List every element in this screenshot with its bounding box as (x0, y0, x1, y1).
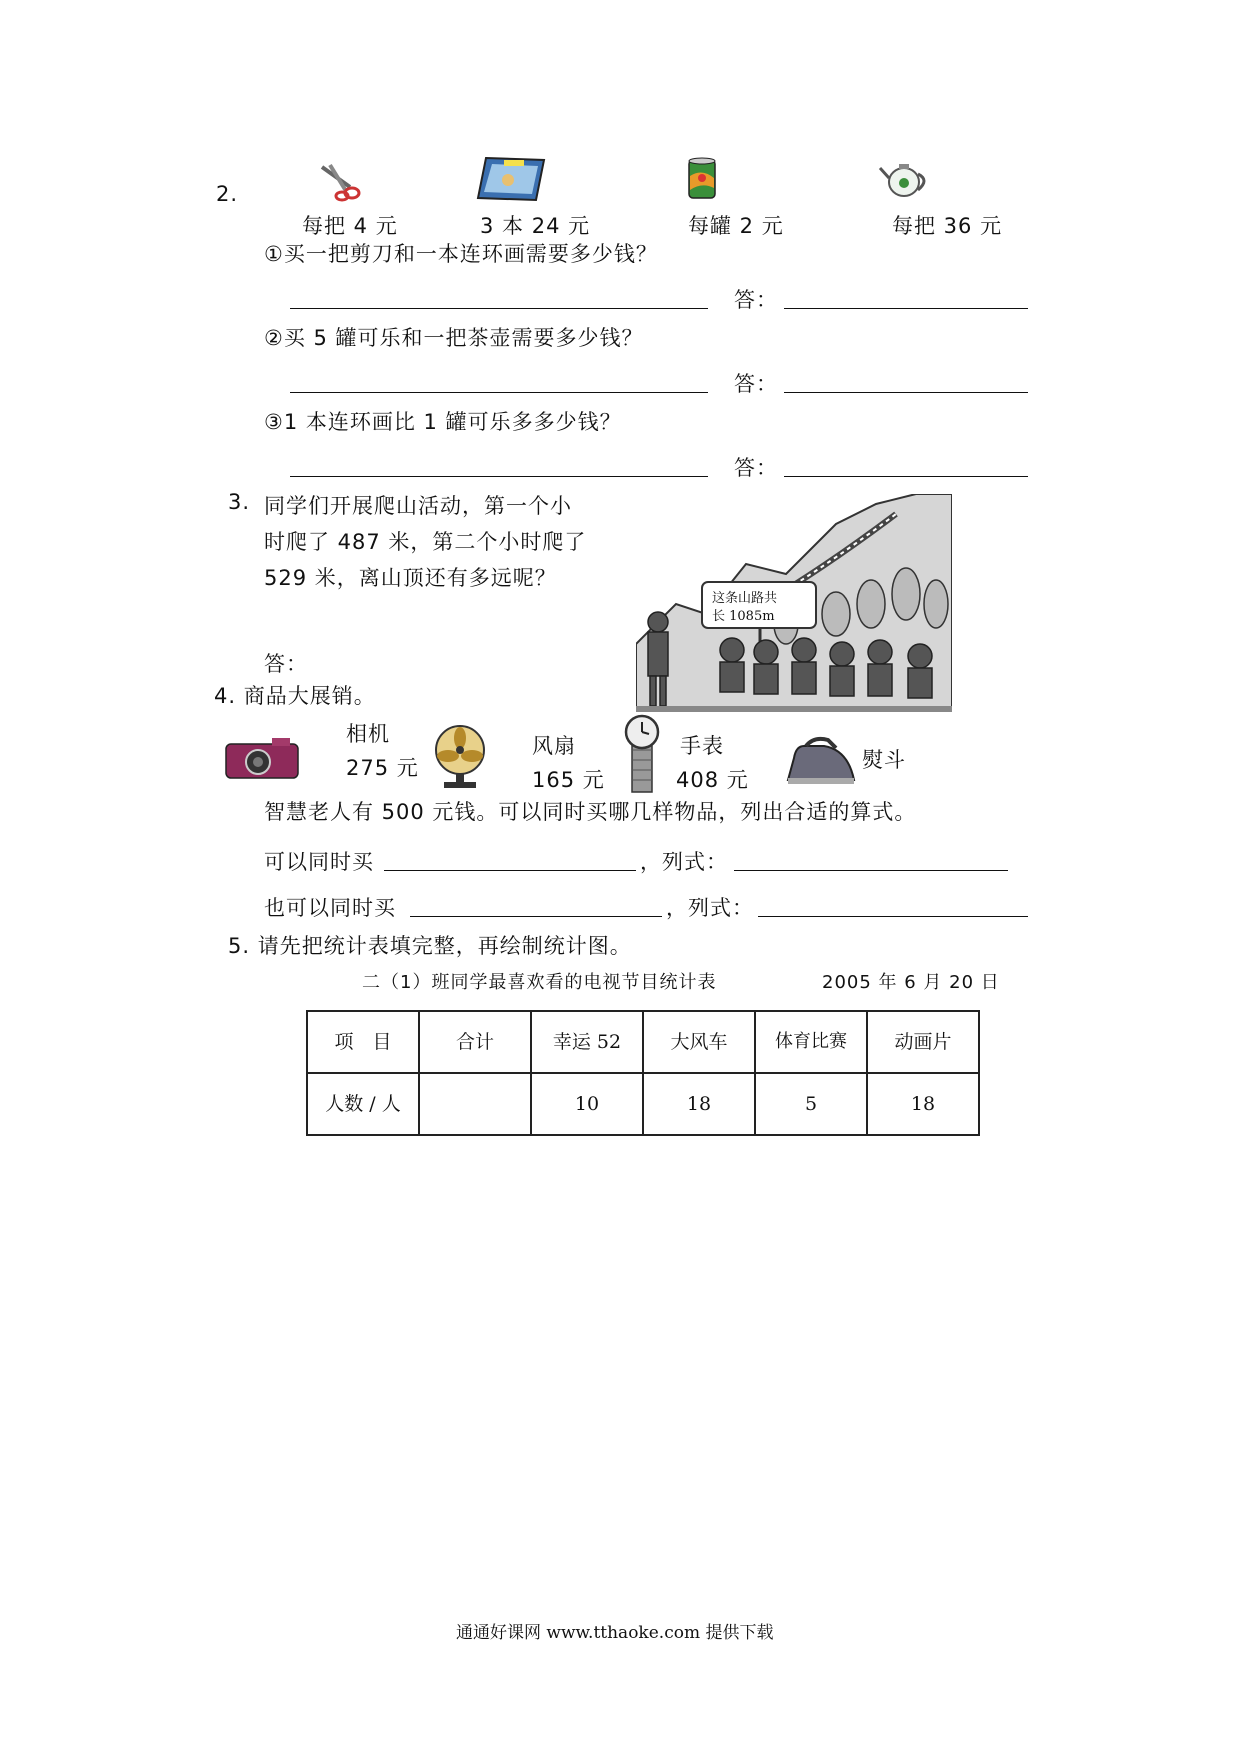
table-date: 2005 年 6 月 20 日 (822, 972, 1000, 993)
product-price-watch: 408 元 (676, 768, 749, 792)
total-cell[interactable] (419, 1073, 531, 1135)
mountain-climbing-illustration (636, 494, 952, 712)
product-name-camera: 相机 (346, 722, 390, 746)
table-header-cell: 大风车 (643, 1011, 755, 1073)
question-2-1: ①买一把剪刀和一本连环画需要多少钱？ (264, 242, 658, 266)
formula-label: ，列式： (666, 896, 754, 920)
question-5-title: 5. 请先把统计表填完整，再绘制统计图。 (228, 934, 632, 958)
table-cell: 18 (643, 1073, 755, 1135)
answer-label: 答： (734, 288, 778, 312)
table-row (307, 1073, 979, 1135)
watch-icon (618, 714, 666, 794)
table-header-row (307, 1011, 979, 1073)
statistics-table (306, 1010, 980, 1136)
answer-line[interactable] (784, 308, 1028, 309)
question-4-prompt: 智慧老人有 500 元钱。可以同时买哪几样物品，列出合适的算式。 (264, 800, 917, 824)
item-price-cola: 每罐 2 元 (688, 214, 784, 238)
question-2-2: ②买 5 罐可乐和一把茶壶需要多少钱？ (264, 326, 644, 350)
question-2-number: 2. (216, 182, 239, 206)
table-cell: 10 (531, 1073, 643, 1135)
product-price-fan: 165 元 (532, 768, 605, 792)
table-cell: 18 (867, 1073, 979, 1135)
answer-label: 答： (734, 456, 778, 480)
product-name-iron: 熨斗 (862, 748, 906, 772)
answer-label: 答： (734, 372, 778, 396)
cola-can-icon (686, 156, 718, 200)
product-name-fan: 风扇 (532, 734, 576, 758)
table-header-cell: 动画片 (867, 1011, 979, 1073)
row2-label: 也可以同时买 (264, 896, 396, 920)
page-footer: 通通好课网 www.tthaoke.com 提供下载 (456, 1623, 774, 1643)
answer-line[interactable] (784, 476, 1028, 477)
table-cell: 5 (755, 1073, 867, 1135)
table-row-label: 人数 / 人 (307, 1073, 419, 1135)
scissors-icon (318, 163, 364, 203)
question-3-line-1: 同学们开展爬山活动，第一个小 (264, 494, 572, 518)
product-name-watch: 手表 (680, 734, 724, 758)
work-line[interactable] (290, 392, 708, 393)
camera-icon (222, 734, 302, 782)
question-3-number: 3. (228, 490, 251, 514)
formula-answer-line[interactable] (758, 916, 1028, 917)
question-2-3: ③1 本连环画比 1 罐可乐多多少钱？ (264, 410, 622, 434)
work-line[interactable] (290, 308, 708, 309)
formula-label: ，列式： (640, 850, 728, 874)
product-price-camera: 275 元 (346, 756, 419, 780)
table-header-cell: 项 目 (307, 1011, 419, 1073)
comic-book-icon (476, 156, 546, 202)
table-caption: 二（1）班同学最喜欢看的电视节目统计表 (362, 972, 717, 993)
answer-line[interactable] (784, 392, 1028, 393)
question-3-line-3: 529 米，离山顶还有多远呢？ (264, 566, 557, 590)
sign-text-line-1: 这条山路共 (712, 591, 778, 606)
item-price-scissors: 每把 4 元 (302, 214, 398, 238)
table-header-cell: 体育比赛 (755, 1011, 867, 1073)
item-price-comic: 3 本 24 元 (480, 214, 591, 238)
teapot-icon (878, 156, 932, 200)
items-answer-line[interactable] (384, 870, 636, 871)
row1-label: 可以同时买 (264, 850, 374, 874)
work-line[interactable] (290, 476, 708, 477)
iron-icon (784, 736, 860, 788)
answer-label: 答： (264, 652, 308, 676)
question-4-title: 4. 商品大展销。 (214, 684, 376, 708)
question-3-line-2: 时爬了 487 米，第二个小时爬了 (264, 530, 587, 554)
formula-answer-line[interactable] (734, 870, 1008, 871)
table-header-cell: 合计 (419, 1011, 531, 1073)
table-header-cell: 幸运 52 (531, 1011, 643, 1073)
fan-icon (430, 724, 490, 790)
items-answer-line[interactable] (410, 916, 662, 917)
item-price-teapot: 每把 36 元 (892, 214, 1003, 238)
sign-text-line-2: 长 1085m (712, 609, 775, 624)
